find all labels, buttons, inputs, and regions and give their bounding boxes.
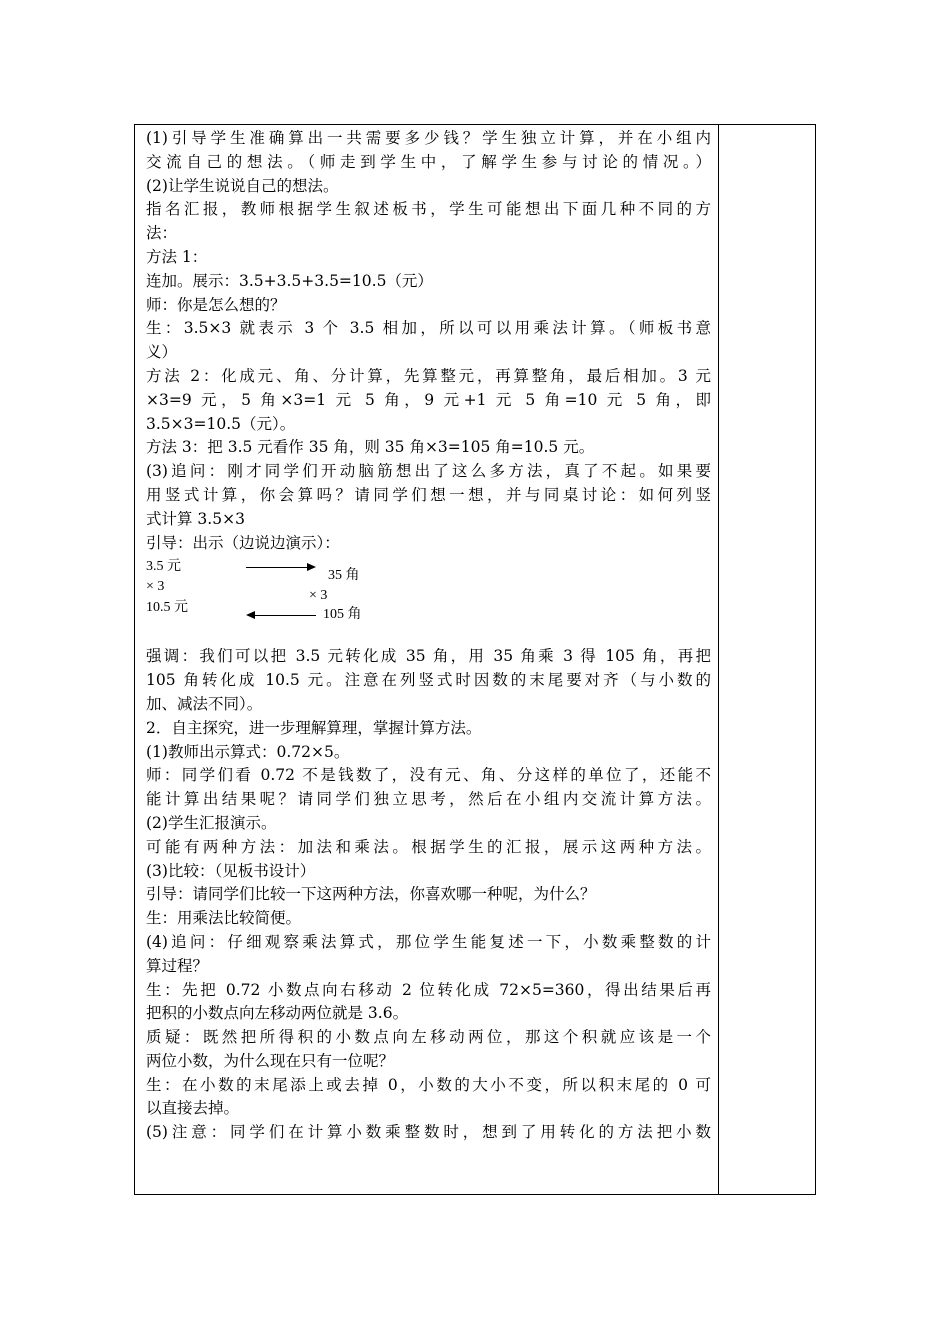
left-arrow-shaft — [254, 615, 316, 616]
text-line: (2)让学生说说自己的想法。 — [146, 176, 339, 195]
lesson-content-cell — [146, 127, 711, 1145]
text-line: 交流自己的想法。（师走到学生中，了解学生参与讨论的情况。） — [146, 152, 711, 171]
text-line: 生：3.5×3 就表示 3 个 3.5 相加，所以可以用乘法计算。（师板书意 — [146, 319, 711, 338]
text-line: 用竖式计算，你会算吗？请同学们想一想，并与同桌讨论：如何列竖 — [146, 485, 711, 504]
text-line: 质疑：既然把所得积的小数点向左移动两位，那这个积就应该是一个 — [146, 1028, 711, 1047]
text-line: 方法 3：把 3.5 元看作 35 角，则 35 角×3=105 角=10.5 元。 — [146, 438, 595, 457]
text-line: 式计算 3.5×3 — [146, 509, 245, 528]
right-arrow-shaft — [246, 567, 308, 568]
diagram-left-mid: × 3 — [146, 579, 165, 595]
text-line: 生：在小数的末尾添上或去掉 0，小数的大小不变，所以积末尾的 0 可 — [146, 1075, 711, 1094]
text-line: (3)追问：刚才同学们开动脑筋想出了这么多方法，真了不起。如果要 — [146, 462, 711, 481]
text-line: ×3=9 元，5 角×3=1 元 5 角，9 元+1 元 5 角=10 元 5 角，即 — [146, 390, 711, 409]
text-line: 方法 2：化成元、角、分计算，先算整元，再算整角，最后相加。3 元 — [146, 366, 711, 385]
lesson-table — [134, 124, 816, 1195]
text-line: 可能有两种方法：加法和乘法。根据学生的汇报，展示这两种方法。 — [146, 837, 711, 856]
text-line: (5)注意：同学们在计算小数乘整数时，想到了用转化的方法把小数 — [146, 1123, 711, 1142]
text-line: 生：先把 0.72 小数点向右移动 2 位转化成 72×5=360，得出结果后再 — [146, 980, 711, 999]
text-line: 2．自主探究，进一步理解算理，掌握计算方法。 — [146, 718, 482, 737]
text-line: 3.5×3=10.5（元）。 — [146, 414, 296, 433]
text-line: 方法 1： — [146, 247, 208, 266]
text-line: (1)引导学生准确算出一共需要多少钱？学生独立计算，并在小组内 — [146, 129, 711, 147]
conversion-diagram — [146, 555, 711, 645]
diagram-left-bot: 10.5 元 — [146, 600, 188, 616]
text-line: 生：用乘法比较简便。 — [146, 909, 302, 928]
text-line: 能计算出结果呢？请同学们独立思考，然后在小组内交流计算方法。 — [146, 790, 711, 809]
diagram-right-top: 35 角 — [328, 568, 360, 584]
text-line: 师：你是怎么想的？ — [146, 295, 286, 314]
text-line: 加、减法不同）。 — [146, 694, 263, 713]
text-line: (2)学生汇报演示。 — [146, 813, 277, 832]
text-line: (1)教师出示算式：0.72×5。 — [146, 742, 350, 761]
text-line: (3)比较：（见板书设计） — [146, 861, 316, 880]
text-line: 算过程？ — [146, 956, 209, 975]
text-line: 强调：我们可以把 3.5 元转化成 35 角，用 35 角乘 3 得 105 角，再把 — [146, 647, 711, 666]
column-divider — [718, 125, 719, 1194]
diagram-left-top: 3.5 元 — [146, 559, 181, 575]
text-line: 把积的小数点向左移动两位就是 3.6。 — [146, 1004, 409, 1023]
text-line: 两位小数，为什么现在只有一位呢？ — [146, 1051, 395, 1070]
diagram-right-bot: 105 角 — [323, 607, 362, 623]
text-line: (4)追问：仔细观察乘法算式，那位学生能复述一下，小数乘整数的计 — [146, 932, 711, 951]
text-line: 师：同学们看 0.72 不是钱数了，没有元、角、分这样的单位了，还能不 — [146, 766, 711, 785]
text-line: 义） — [146, 343, 178, 362]
text-line: 引导：请同学们比较一下这两种方法，你喜欢哪一种呢，为什么？ — [146, 885, 596, 904]
text-line: 引导：出示（边说边演示）： — [146, 533, 340, 552]
text-line: 以直接去掉。 — [146, 1099, 240, 1118]
text-line: 指名汇报，教师根据学生叙述板书，学生可能想出下面几种不同的方 — [146, 200, 711, 219]
text-line: 105 角转化成 10.5 元。注意在列竖式时因数的末尾要对齐（与小数的 — [146, 671, 711, 690]
text-line: 连加。展示：3.5+3.5+3.5=10.5（元） — [146, 271, 433, 290]
left-arrow-icon — [246, 611, 255, 619]
diagram-right-mid: × 3 — [309, 588, 328, 604]
text-line: 法： — [146, 224, 178, 243]
right-arrow-icon — [307, 563, 316, 571]
